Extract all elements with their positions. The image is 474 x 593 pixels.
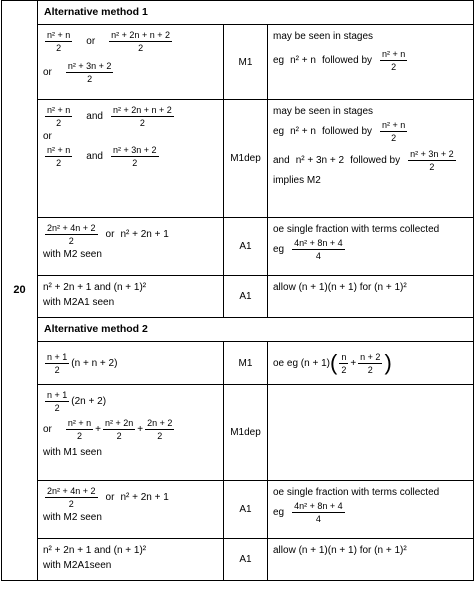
fraction [45, 390, 69, 413]
or-text: or [43, 424, 52, 435]
seen-text: with M2A1 seen [43, 297, 115, 308]
mark-scheme-table [1, 0, 474, 581]
fraction [45, 486, 98, 509]
numerator: n² + n [67, 418, 92, 428]
note-text: allow (n + 1)(n + 1) for (n + 1)² [273, 282, 407, 293]
note-text: allow (n + 1)(n + 1) for (n + 1)² [273, 545, 407, 556]
table-row [2, 25, 474, 100]
fraction [103, 418, 135, 441]
denominator: 2 [139, 118, 145, 128]
fraction [45, 145, 72, 168]
note-text: may be seen in stages [273, 31, 374, 42]
notes-cell [268, 539, 474, 581]
work-cell [38, 100, 224, 218]
expression: oe eg (n + 1) [273, 357, 330, 369]
notes-cell [268, 100, 474, 218]
mark-cell: A1 [224, 276, 268, 318]
table-row [2, 276, 474, 318]
mark-cell: M1 [224, 342, 268, 385]
work-cell [38, 481, 224, 539]
mark-cell: M1dep [224, 385, 268, 481]
eg-text: eg [273, 126, 285, 137]
notes-cell [268, 218, 474, 276]
fraction [45, 105, 72, 128]
numerator: n [341, 351, 347, 362]
denominator: 2 [56, 118, 62, 128]
method1-title: Alternative method 1 [38, 1, 474, 25]
fraction [145, 418, 174, 441]
denominator: 2 [391, 133, 397, 143]
and-text: and [273, 155, 290, 166]
denominator: 2 [367, 364, 373, 375]
fraction [111, 105, 174, 128]
table-row [2, 385, 474, 481]
table-row [2, 539, 474, 581]
method2-title: Alternative method 2 [38, 318, 474, 342]
expression: n² + 2n + 1 [120, 229, 169, 240]
fraction [358, 352, 382, 375]
work-cell [38, 218, 224, 276]
seen-text: with M2A1seen [43, 560, 112, 571]
numerator: n² + n [47, 30, 71, 40]
mark-cell: A1 [224, 218, 268, 276]
mark-cell: M1 [224, 25, 268, 100]
notes-cell [268, 342, 474, 385]
numerator: 2n² + 4n + 2 [47, 223, 96, 233]
seen-text: with M1 seen [43, 447, 102, 458]
or-text: or [43, 67, 52, 78]
and-text: and [86, 151, 103, 162]
denominator: 2 [116, 431, 122, 441]
fraction [339, 352, 348, 375]
and-text: and [86, 111, 103, 122]
work-cell [38, 539, 224, 581]
fraction [380, 49, 407, 72]
plus-text: + [137, 424, 144, 435]
denominator: 2 [341, 364, 347, 375]
fraction [292, 501, 345, 524]
numerator: n² + 3n + 2 [67, 61, 112, 71]
plus-text: + [95, 424, 102, 435]
fraction [109, 30, 172, 53]
numerator: n² + 2n [105, 418, 134, 428]
or-text: or [105, 492, 115, 503]
expression: n² + n [290, 126, 316, 137]
work-cell [38, 276, 224, 318]
numerator: n² + n [382, 49, 406, 59]
right-paren-icon: ) [384, 350, 392, 375]
numerator: n² + n [47, 145, 71, 155]
numerator: n² + 2n + n + 2 [111, 30, 170, 40]
numerator: n + 1 [47, 390, 68, 400]
numerator: n² + 3n + 2 [112, 145, 157, 155]
table-row [2, 218, 474, 276]
fraction [380, 120, 407, 143]
note-text: oe single fraction with terms collected [273, 224, 440, 235]
denominator: 2 [77, 431, 83, 441]
eg-text: eg [273, 55, 285, 66]
fraction [45, 352, 69, 375]
table-row [2, 342, 474, 385]
numerator: n² + n [382, 120, 406, 130]
or-text: or [105, 229, 115, 240]
fraction [66, 61, 114, 84]
fraction [292, 238, 345, 261]
numerator: n + 1 [47, 351, 68, 362]
work-cell [38, 342, 224, 385]
fraction [111, 145, 159, 168]
method1-header-row [2, 1, 474, 25]
denominator: 2 [132, 158, 138, 168]
denominator: 2 [68, 499, 74, 509]
denominator: 2 [429, 162, 435, 172]
denominator: 2 [87, 74, 93, 84]
work-cell [38, 385, 224, 481]
expression: n² + 2n + 1 [120, 492, 169, 503]
numerator: 2n² + 4n + 2 [47, 486, 96, 496]
numerator: n² + n [47, 105, 71, 115]
note-text: oe single fraction with terms collected [273, 487, 440, 498]
denominator: 2 [391, 62, 397, 72]
mark-cell: A1 [224, 481, 268, 539]
expression: n² + 2n + 1 and (n + 1)² [43, 282, 147, 293]
expression: (n + n + 2) [71, 357, 118, 369]
denominator: 4 [315, 514, 321, 524]
denominator: 2 [138, 43, 144, 53]
table-row [2, 100, 474, 218]
expression: n² + n [290, 55, 316, 66]
notes-cell [268, 276, 474, 318]
expression: (2n + 2) [71, 396, 107, 407]
fraction [45, 223, 98, 246]
fraction [66, 418, 93, 441]
numerator: n² + 2n + n + 2 [112, 105, 172, 115]
denominator: 2 [56, 43, 62, 53]
eg-text: eg [273, 507, 285, 518]
work-cell [38, 25, 224, 100]
notes-cell [268, 25, 474, 100]
or-text: or [86, 36, 96, 47]
eg-text: eg [273, 244, 285, 255]
denominator: 2 [56, 158, 62, 168]
denominator: 2 [54, 403, 60, 413]
expression: n² + 3n + 2 [295, 155, 345, 166]
fraction [45, 30, 72, 53]
method2-header-row [2, 318, 474, 342]
numerator: n² + 3n + 2 [410, 149, 454, 159]
note-text: may be seen in stages [273, 106, 374, 117]
numerator: n + 2 [360, 351, 381, 362]
denominator: 2 [68, 236, 74, 246]
denominator: 2 [54, 364, 60, 375]
expression: n² + 2n + 1 and (n + 1)² [43, 545, 147, 556]
mark-cell: A1 [224, 539, 268, 581]
or-text: or [43, 131, 52, 142]
followed-by-text: followed by [321, 126, 373, 137]
denominator: 2 [157, 431, 163, 441]
seen-text: with M2 seen [43, 512, 102, 523]
left-paren-icon: ( [329, 350, 338, 375]
denominator: 4 [315, 251, 321, 261]
numerator: 4n² + 8n + 4 [294, 238, 343, 248]
question-number: 20 [2, 1, 38, 581]
fraction [408, 149, 456, 172]
numerator: 2n + 2 [147, 418, 173, 428]
note-text: implies M2 [273, 175, 321, 186]
plus-text: + [350, 357, 357, 369]
followed-by-text: followed by [350, 155, 401, 166]
seen-text: with M2 seen [43, 249, 102, 260]
table-row [2, 481, 474, 539]
notes-cell [268, 481, 474, 539]
mark-cell: M1dep [224, 100, 268, 218]
numerator: 4n² + 8n + 4 [294, 501, 343, 511]
notes-cell [268, 385, 474, 481]
followed-by-text: followed by [321, 55, 373, 66]
